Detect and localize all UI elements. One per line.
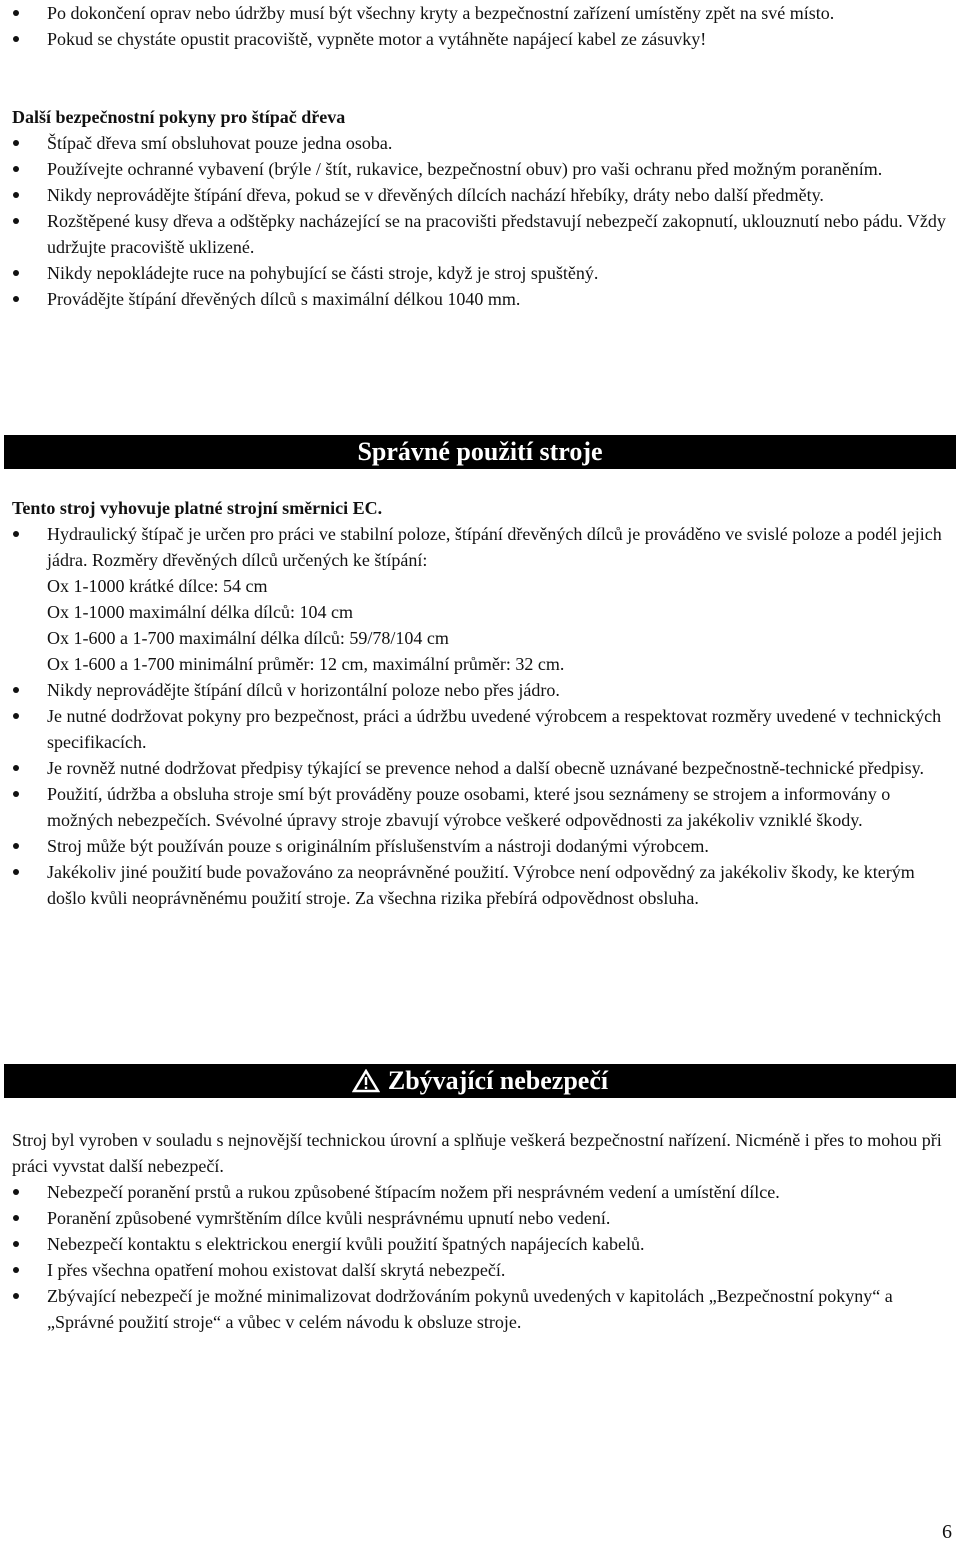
proper-use-first-bullet (0, 521, 955, 573)
proper-use-banner (4, 435, 956, 469)
list-item: Hydraulický štípač je určen pro práci ve stabilní poloze, štípání dřevěných dílců je prováděno ve svislé poloze a podél jejich jádra. Rozměry dřevěných dílců určených ke štípání: (0, 521, 955, 573)
section-heading: Další bezpečnostní pokyny pro štípač dřeva (12, 107, 346, 127)
list-item: Je rovněž nutné dodržovat předpisy týkající se prevence nehod a další obecně uznávané bezpečnostně-technické předpisy. (0, 755, 955, 781)
list-item: Nebezpečí kontaktu s elektrickou energií kvůli použití špatných napájecích kabelů. (0, 1231, 955, 1257)
proper-use-bullet-list (0, 677, 955, 911)
page-number: 6 (942, 1521, 952, 1543)
intro-bullet-list (0, 0, 955, 52)
further-safety-bullet-list (0, 130, 955, 312)
list-item: Nikdy nepokládejte ruce na pohybující se části stroje, když je stroj spuštěný. (0, 260, 955, 286)
list-item: Stroj může být používán pouze s originálním příslušenstvím a nástroji dodanými výrobcem. (0, 833, 955, 859)
dimension-line: Ox 1-1000 krátké dílce: 54 cm (47, 576, 268, 596)
warning-triangle-icon (352, 1069, 380, 1093)
dimension-line: Ox 1-1000 maximální délka dílců: 104 cm (47, 602, 353, 622)
list-item: Poranění způsobené vymrštěním dílce kvůli nesprávnému upnutí nebo vedení. (0, 1205, 955, 1231)
proper-use-section (0, 495, 955, 911)
list-item: Pokud se chystáte opustit pracoviště, vypněte motor a vytáhněte napájecí kabel ze zásuvky! (0, 26, 955, 52)
residual-risks-banner (4, 1064, 956, 1098)
further-safety-section (0, 104, 955, 312)
list-item: Použití, údržba a obsluha stroje smí být prováděny pouze osobami, které jsou seznámeny se strojem a informovány o možných nebezpečích. Svévolné úpravy stroje zbavují výrobce veškeré odpovědnosti za jakékoliv vzniklé škody. (0, 781, 955, 833)
list-item: I přes všechna opatření mohou existovat další skrytá nebezpečí. (0, 1257, 955, 1283)
list-item: Rozštěpené kusy dřeva a odštěpky nacházející se na pracovišti představují nebezpečí zakopnutí, uklouznutí nebo pádu. Vždy udržujte pracoviště uklizené. (0, 208, 955, 260)
banner-title: Zbývající nebezpečí (387, 1066, 609, 1095)
intro-section (0, 0, 955, 52)
list-item: Provádějte štípání dřevěných dílců s maximální délkou 1040 mm. (0, 286, 955, 312)
section-subheading: Tento stroj vyhovuje platné strojní směrnici EC. (12, 498, 383, 518)
dimension-line: Ox 1-600 a 1-700 minimální průměr: 12 cm, maximální průměr: 32 cm. (47, 654, 565, 674)
list-item: Zbývající nebezpečí je možné minimalizovat dodržováním pokynů uvedených v kapitolách „Bezpečnostní pokyny“ a „Správné použití stroje“ a vůbec v celém návodu k obsluze stroje. (0, 1283, 955, 1335)
banner-title: Správné použití stroje (357, 437, 603, 466)
intro-paragraph: Stroj byl vyroben v souladu s nejnovější technickou úrovní a splňuje veškerá bezpečnostní nařízení. Nicméně i přes to mohou při práci vyvstat další nebezpečí. (12, 1130, 942, 1176)
list-item: Je nutné dodržovat pokyny pro bezpečnost, práci a údržbu uvedené výrobcem a respektovat rozměry uvedené v technických specifikacích. (0, 703, 955, 755)
list-item: Po dokončení oprav nebo údržby musí být všechny kryty a bezpečnostní zařízení umístěny zpět na své místo. (0, 0, 955, 26)
residual-risks-bullet-list (0, 1179, 955, 1335)
list-item: Jakékoliv jiné použití bude považováno za neoprávněné použití. Výrobce není odpovědný za jakékoliv škody, ke kterým došlo kvůli neoprávněnému použití stroje. Za všechna rizika přebírá odpovědnost obsluha. (0, 859, 955, 911)
dimension-line: Ox 1-600 a 1-700 maximální délka dílců: 59/78/104 cm (47, 628, 449, 648)
residual-risks-section (0, 1127, 955, 1335)
list-item: Nikdy neprovádějte štípání dílců v horizontální poloze nebo přes jádro. (0, 677, 955, 703)
list-item: Nikdy neprovádějte štípání dřeva, pokud se v dřevěných dílcích nachází hřebíky, dráty nebo další předměty. (0, 182, 955, 208)
list-item: Nebezpečí poranění prstů a rukou způsobené štípacím nožem při nesprávném vedení a umístění dílce. (0, 1179, 955, 1205)
list-item: Štípač dřeva smí obsluhovat pouze jedna osoba. (0, 130, 955, 156)
list-item: Používejte ochranné vybavení (brýle / štít, rukavice, bezpečnostní obuv) pro vaši ochranu před možným poraněním. (0, 156, 955, 182)
